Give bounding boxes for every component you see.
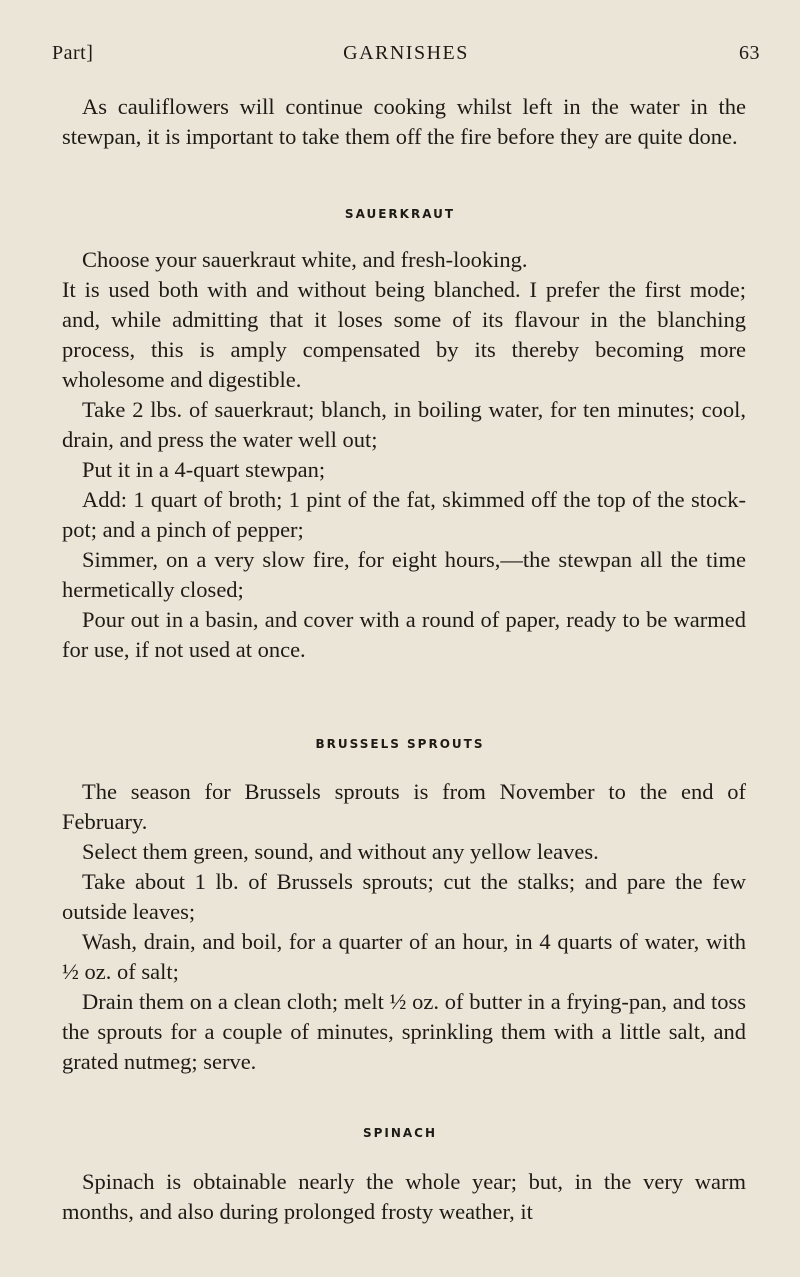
header-title: GARNISHES xyxy=(343,42,469,64)
intro-section xyxy=(62,92,746,152)
paragraph: Take 2 lbs. of sauerkraut; blanch, in boiling water, for ten minutes; cool, drain, and press the water well out; xyxy=(62,397,746,452)
paragraph: Select them green, sound, and without any yellow leaves. xyxy=(82,839,599,864)
section-heading-brussels-sprouts: BRUSSELS SPROUTS xyxy=(315,737,485,751)
paragraph: The season for Brussels sprouts is from November to the end of February. xyxy=(62,779,746,834)
paragraph: Add: 1 quart of broth; 1 pint of the fat, skimmed off the top of the stock-pot; and a pinch of pepper; xyxy=(62,487,746,542)
running-header xyxy=(52,42,760,68)
page-number: 63 xyxy=(739,42,760,64)
section-heading-spinach: SPINACH xyxy=(362,1126,438,1140)
paragraph: Simmer, on a very slow fire, for eight hours,—the stewpan all the time hermetically closed; xyxy=(62,547,746,602)
spinach-section xyxy=(62,1167,746,1227)
paragraph: Take about 1 lb. of Brussels sprouts; cut the stalks; and pare the few outside leaves; xyxy=(62,869,746,924)
header-part-label: Part] xyxy=(52,42,94,64)
paragraph: Drain them on a clean cloth; melt ½ oz. of butter in a frying-pan, and toss the sprouts for a couple of minutes, sprinkling them with a little salt, and grated nutmeg; serve. xyxy=(62,989,746,1074)
paragraph: Pour out in a basin, and cover with a round of paper, ready to be warmed for use, if not used at once. xyxy=(62,607,746,662)
sauerkraut-section xyxy=(62,245,746,665)
paragraph: Spinach is obtainable nearly the whole year; but, in the very warm months, and also during prolonged frosty weather, it xyxy=(62,1169,746,1224)
paragraph: Put it in a 4-quart stewpan; xyxy=(82,457,326,482)
brussels-sprouts-section xyxy=(62,777,746,1077)
paragraph: Wash, drain, and boil, for a quarter of an hour, in 4 quarts of water, with ½ oz. of salt; xyxy=(62,929,746,984)
paragraph: Choose your sauerkraut white, and fresh-looking. xyxy=(82,247,528,272)
paragraph: It is used both with and without being blanched. I prefer the first mode; and, while admitting that it loses some of its flavour in the blanching process, this is amply compensated by its thereby becoming more wholesome and digestible. xyxy=(62,277,746,392)
section-heading-sauerkraut: SAUERKRAUT xyxy=(344,207,456,221)
paragraph: As cauliflowers will continue cooking whilst left in the water in the stewpan, it is important to take them off the fire before they are quite done. xyxy=(62,94,746,149)
